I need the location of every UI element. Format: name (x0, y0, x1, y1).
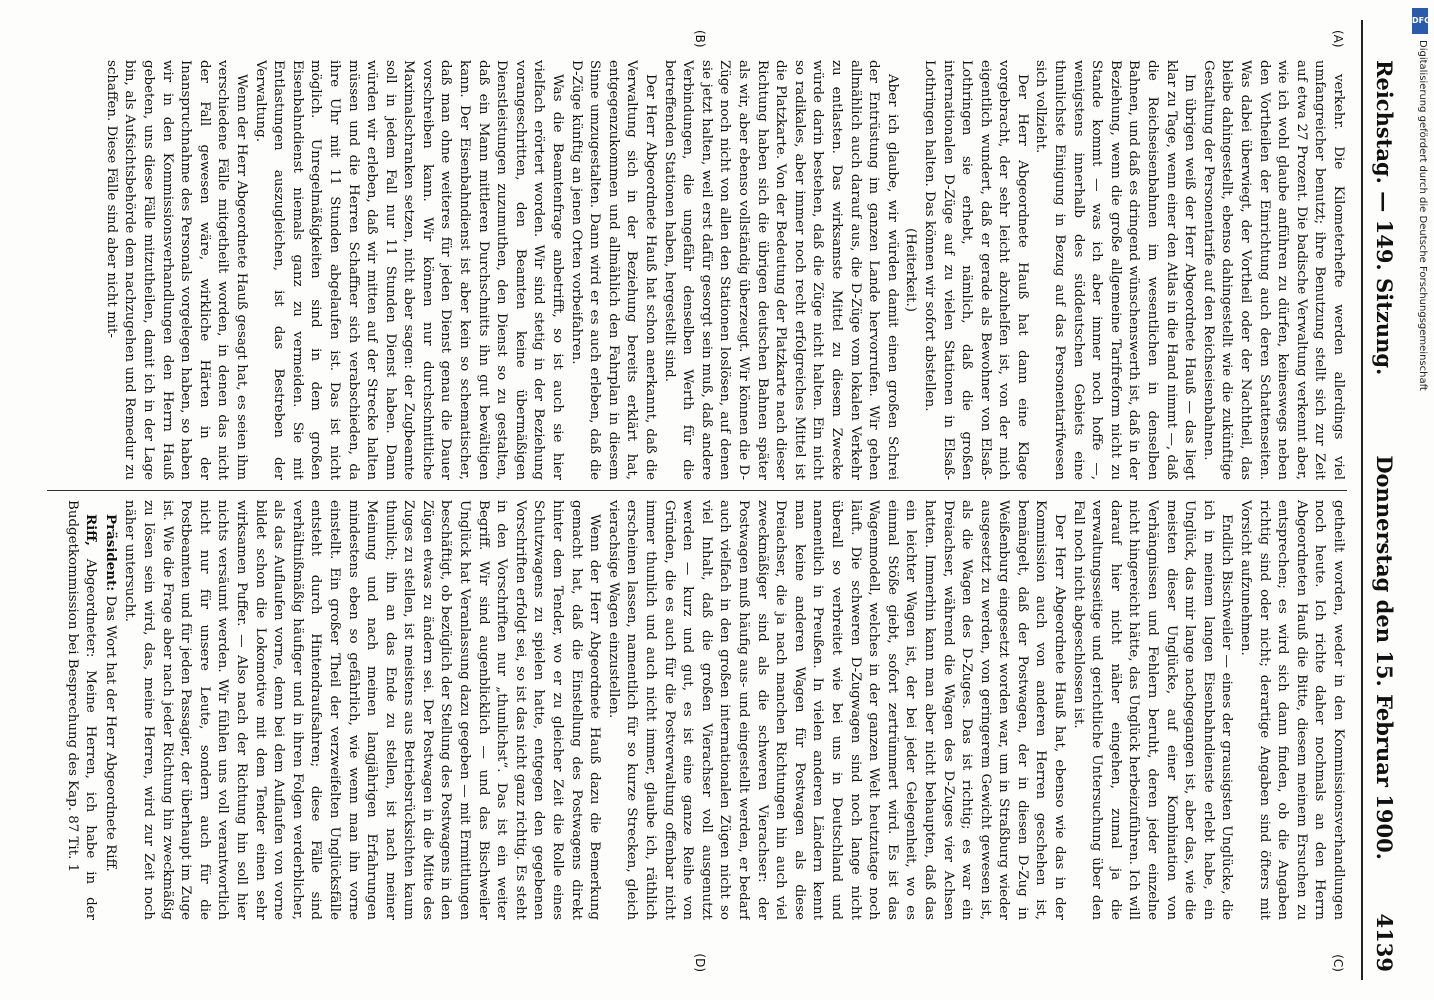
speaker-role: Abgeordneter: (83, 558, 99, 658)
paragraph: Was die Beamtenfrage anbetrifft, so ist auch sie hier vielfach erörtert worden. Wir sind stetig in der Beziehung vorangeschritten, den Beamten keine übermäßigen Dienstleistungen zuzumuthen, den Dienst so zu gestalten, daß ein Mann mittleren Durchschnitts ihn gut bewältigen kann. Der Eisenbahndienst ist aber kein so schematischer, daß man ohne weiteres für jeden Dienst genau die Dauer vorschreiben kann. Wir können nur durchschnittliche Maximalschranken setzen, nicht aber sagen: der Zugbeamte soll in jedem Fall nur 11 Stunden Dienst haben. Dann würden wir erleben, daß wir mitten auf der Strecke halten müssen und die Herren Schaffner sich verabschieden, da ihre Uhr mit 11 Stunden abgelaufen ist. Das ist nicht möglich. Unregelmäßigkeiten sind in dem großen Eisenbahndienst niemals ganz zu vermeiden. Sie mit Entlastungen auszugleichen, ist das Bestreben der Verwaltung. (252, 60, 566, 480)
speaker-name: Riff, (83, 514, 100, 546)
president-text: Das Wort hat der Herr Abgeordnete Riff. (102, 595, 118, 872)
president-remark (100, 500, 120, 920)
paragraph: Der Herr Abgeordnete Hauß hat schon anerkannt, daß die Verwaltung sich in der Beziehung bereits erklärt hat, entgegenzukommen und allmählich den Fahrplan in diesem Sinne umzugestalten. Dann wird er es auch erleben, daß die D-Züge künftig an jenen Orten vorbeifahren. (568, 60, 659, 480)
margin-marker-b: (B) (693, 30, 707, 48)
text-columns (47, 60, 1347, 940)
margin-marker-c: (C) (1331, 954, 1345, 972)
paragraph: verkehr. Die Kilometerhefte werden allerdings viel umfangreicher benutzt; ihre Benutzung stellt sich zur Zeit auf etwa 27 Prozent. Die badische Verwaltung verkennt aber, wie ich wohl glaube anführen zu dürfen, keineswegs neben den Vortheilen der Einrichtung auch deren Schattenseiten. Was dabei überwiegt, der Vortheil oder der Nachtheil, das bleibe dahingestellt, ebenso dahingestellt wie die zukünftige Gestaltung der Personentarife auf den Reichseisenbahnen. (1200, 60, 1346, 480)
paragraph: Wenn der Herr Abgeordnete Hauß gesagt hat, es seien ihm verschiedene Fälle mitgetheilt worden, in denen das nicht der Fall gewesen wäre, wirkliche Härten in der Inanspruchnahme des Personals vorgelegen haben, so haben wir in den Kommissionsverhandlungen den Herrn Hauß gebeten, uns diese Fälle mitzutheilen, damit ich in der Lage bin, als Aufsichtsbehörde dem nachzugehen und Remedur zu schaffen. Diese Fälle sind aber nicht mit- (103, 60, 249, 480)
page-number: 4139 (1372, 913, 1397, 972)
paragraph-interjection: (Heiterkeit.) (903, 228, 919, 312)
paragraph: Der Herr Abgeordnete Hauß hat dann eine Klage vorgebracht, der sehr leicht abzuhelfen ist, von der mich eigentlich wundert, daß er gerade als Bewohner von Elsaß-Lothringen sie erhebt, nämlich, daß die großen internationalen D-Züge auf zu vielen Stationen in Elsaß-Lothringen halten. Das können wir sofort abstellen. (921, 60, 1030, 480)
header-date: Donnerstag den 15. Februar 1900. (1372, 455, 1397, 860)
digitization-credit (1406, 40, 1430, 960)
paragraph: Wenn der Herr Abgeordnete Hauß dazu die Bemerkung gemacht hat, daß die Einstellung des Postwagens direkt hinter dem Tender, wo er zu gleicher Zeit die Rolle eines Schutzwagens zu spielen hatte, entgegen den gegebenen Vorschriften erfolgt sei, so ist das nicht ganz richtig. Es steht in den Vorschriften nur „thunlichst“. Das ist ein weiter Begriff. Wir sind augenblicklich — und das Bischweiler Unglück hat Veranlassung dazu gegeben — mit Ermittlungen beschäftigt, ob bezüglich der Stellung des Postwagens in den Zügen etwas zu ändern sei. Der Postwagen in die Mitte des Zuges zu stellen, ist meistens aus Betriebsrücksichten kaum thunlich; ihn an das Ende zu stellen, ist nach meiner Meinung und nach meinen langjährigen Erfahrungen mindestens eben so gefährlich, wie wenn man ihn vorne einstellt. Ein großer Theil der verzweifelten Unglücksfälle entsteht durch Hintendraufsahren; diese Fälle sind verhältnißmäßig häufiger und in ihren Folgen verderblicher, als das Auflaufen vorne, denn bei dem Auflaufen von vorne bildet schon die Lokomotive mit dem Tender einen sehr wirksamen Puffer. — Also nach der Richtung hin soll hier nichts versäumt werden. Wir fühlen uns voll verantwortlich nicht nur für unsere Leute, sondern auch für die Postbeamten und für jeden Passagier, der überhaupt im Zuge ist. Wie die Frage aber nach jeder Richtung hin zweckmäßig zu lösen sein wird, das, meine Herren, wird zur Zeit noch näher untersucht. (122, 500, 603, 920)
header-left: Reichstag. — 149. Sitzung. (1372, 60, 1397, 376)
column-left (47, 60, 1347, 480)
paragraph: getheilt worden, weder in den Kommissionsverhandlungen noch heute. Ich richte daher nochmals an den Herrn Abgeordneten Hauß die Bitte, diesem meinem Ersuchen zu entsprechen; es wird sich dann finden, ob die Angaben richtig sind oder nicht; derartige Angaben sind öfters mit Vorsicht aufzunehmen. (1238, 500, 1346, 920)
rotated-page-content (27, 20, 1407, 980)
column-rule (47, 490, 1347, 491)
dfg-logo: DFG (1412, 8, 1428, 34)
paragraph: Aber ich glaube, wir würden damit einen großen Schrei der Entrüstung im ganzen Lande hervorrufen. Wir gehen allmählich auch darauf aus, die D-Züge vom lokalen Verkehr zu entlasten. Das wirksamste Mittel zu diesem Zwecke würde darin bestehen, daß die Züge nicht halten. Ein nicht so radikales, aber immer noch recht erfolgreiches Mittel ist die Platzkarte. Von der Bedeutung der Platzkarte nach dieser Richtung haben sich die übrigen deutschen Bahnen später als wir, aber ebenso vollständig überzeugt. Wir können die D-Züge noch nicht von allen den Stationen loslösen, auf denen sie jetzt halten, weil erst dafür gesorgt sein muß, daß andere Verbindungen, die ungefähr denselben Werth für die betreffenden Stationen haben, hergestellt sind. (661, 60, 900, 480)
credit-text: Digitalisierung gefördert durch die Deutsche Forschungsgemeinschaft (1417, 40, 1428, 391)
president-label: Präsident: (102, 514, 119, 592)
speaker-remark (62, 500, 100, 920)
paragraph: Endlich Bischweiler — eines der grausigsten Unglücke, die ich in meinem langen Eisenbahndienste erlebt habe, ein Unglück, das mir lange nachgegangen ist, aber das, wie die meisten dieser Unglücke, auf einer Kombination von Verhängnissen und Fehlern beruht, deren jeder einzelne nicht hingereicht hätte, das Unglück herbeizuführen. Ich will darauf hier nicht näher eingehen, zumal ja die verwaltungsseitige und gerichtliche Untersuchung über den Fall noch nicht abgeschlossen ist. (1070, 500, 1235, 920)
paragraph: Der Herr Abgeordnete Hauß hat, ebenso wie das in der Kommission auch von anderen Herren geschehen ist, bemängelt, daß der Postwagen, der in diesen D-Zug in Weißenburg eingesetzt worden war, um in Straßburg wieder ausgesetzt zu werden, von geringerem Gewicht gewesen ist, als die Wagen des D-Zuges. Das ist richtig; es war ein Dreiachser, während die Wagen des D-Zuges vier Achsen hatten. Immerhin kann man aber nicht behaupten, daß das ein leichter Wagen ist, der bei jeder Gelegenheit, wo es einmal Stöße giebt, sofort zertrümmert wird. Es ist das Wagenmodell, welches in der ganzen Welt heutzutage noch läuft. Die schweren D-Zugwagen sind noch lange nicht überall so verbreitet wie bei uns in Deutschland und namentlich in Preußen. In vielen anderen Ländern kennt man keine anderen Wagen für Postwagen als diese Dreiachser, die ja nach manchen Richtungen hin auch viel zweckmäßiger sind als die schweren Vierachser: der Postwagen muß häufig aus- und eingestellt werden, er bedarf auch vielfach in den großen internationalen Zügen nicht so viel Inhalt, daß die großen Vierachser voll ausgenutzt werden — kurz und gut, es ist eine ganze Reihe von Gründen, die es auch für die Postverwaltung offenbar nicht immer thunlich und auch nicht immer, glaube ich, räthlich erscheinen lassen, namentlich für so kurze Strecken, gleich vierachsige Wagen einzustellen. (605, 500, 1068, 920)
column-right (47, 500, 1347, 920)
margin-marker-d: (D) (693, 953, 707, 972)
speaker-text: Meine Herren, ich habe in der Budgetkommission bei Besprechung des Kap. 87 Tit. 1 (64, 500, 99, 920)
paragraph: Im übrigen weiß der Herr Abgeordnete Hauß — das liegt klar zu Tage, wenn einer den Atlas in die Hand nimmt —, daß die Reichseisenbahnen im wesentlichen in denselben Bahnen, und daß es dringend wünschenswerth ist, daß in der Beziehung, wenn die große allgemeine Tarifreform nicht zu Stande kommt — was ich aber immer noch hoffe —, wenigstens innerhalb des süddeutschen Gebiets eine thunlichste Einigung in Bezug auf das Personentarifwesen sich vollzieht. (1033, 60, 1198, 480)
running-header (1361, 20, 1407, 980)
margin-marker-a: (A) (1331, 30, 1345, 48)
